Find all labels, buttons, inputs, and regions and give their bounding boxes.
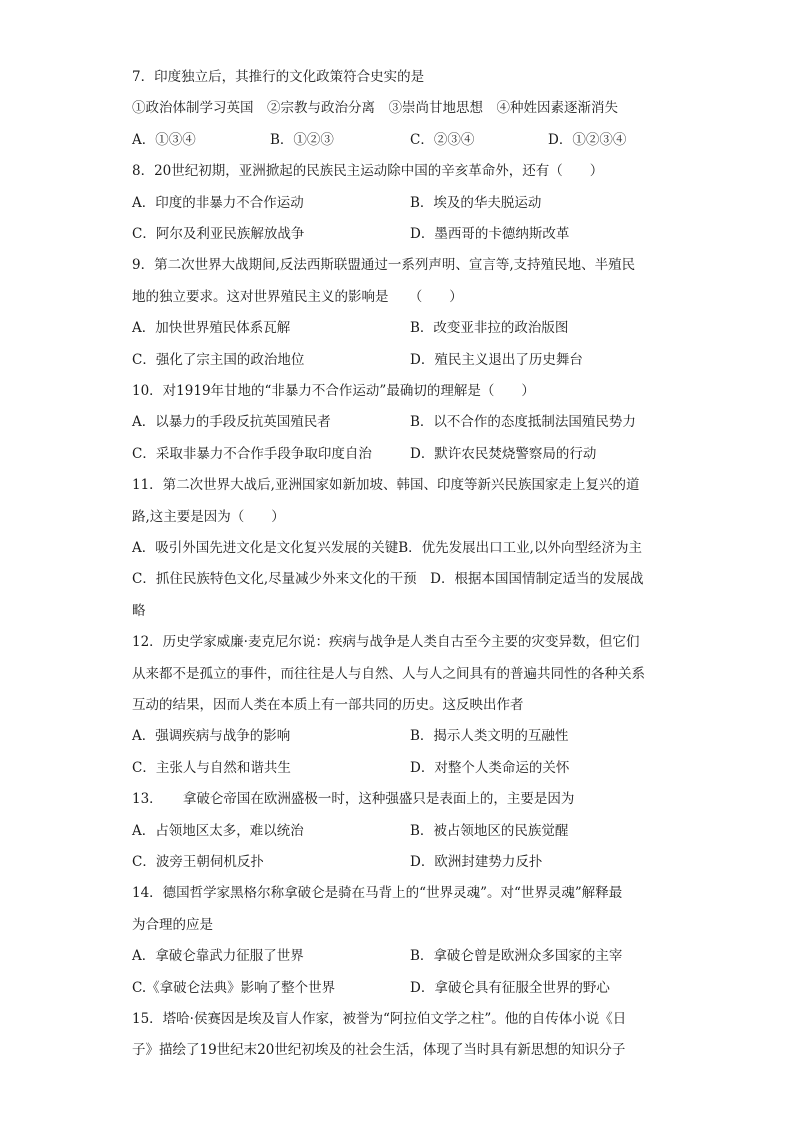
question-6-option-1: B．被占领地区的民族觉醒 [410,822,569,839]
question-1-option-1: B．埃及的华夫脱运动 [410,194,542,211]
question-3-option-3: D．默许农民焚烧警察局的行动 [410,445,597,462]
question-1-option-2: C．阿尔及利亚民族解放战争 [132,226,305,242]
question-4-line-0: 11．第二次世界大战后,亚洲国家如新加坡、韩国、印度等新兴民族国家走上复兴的道 [132,477,640,494]
question-5-line-1: 从来都不是孤立的事件，而往往是人与自然、人与人之间具有的普遍共同性的各种关系 [132,665,645,682]
question-1-line-0: 8．20世纪初期，亚洲掀起的民族民主运动除中国的辛亥革命外，还有（ ） [132,163,604,180]
question-7-line-1: 为合理的应是 [132,916,213,933]
question-7-option-0: A．拿破仑靠武力征服了世界 [132,948,304,965]
question-2-option-1: B．改变亚非拉的政治版图 [410,320,569,337]
question-7-option-3: D．拿破仑具有征服全世界的野心 [410,979,610,996]
question-2-option-0: A．加快世界殖民体系瓦解 [132,320,291,337]
question-6-option-0: A．占领地区太多，难以统治 [132,822,304,839]
question-6-option-3: D．欧洲封建势力反扑 [410,854,543,870]
question-5-line-0: 12．历史学家威廉·麦克尼尔说：疾病与战争是人类自古至今主要的灾变异数，但它们 [132,634,640,651]
question-5-option-3: D．对整个人类命运的关怀 [410,759,570,776]
question-4-line-2: A．吸引外国先进文化是文化复兴发展的关键B．优先发展出口工业,以外向型经济为主 [132,540,642,556]
question-2-option-2: C．强化了宗主国的政治地位 [132,351,305,368]
question-0-option-0: A．①③④ [132,131,196,148]
question-8-line-0: 15．塔哈·侯赛因是埃及盲人作家，被誉为“阿拉伯文学之柱”。他的自传体小说《日 [132,1011,627,1027]
question-5-line-2: 互动的结果，因而人类在本质上有一部共同的历史。这反映出作者 [132,697,524,713]
question-5-option-0: A．强调疾病与战争的影响 [132,728,291,745]
question-0-option-3: D．①②③④ [548,131,627,148]
question-0-line-0: 7．印度独立后，其推行的文化政策符合史实的是 [132,69,425,85]
question-0-line-1: ①政治体制学习英国 ②宗教与政治分离 ③崇尚甘地思想 ④种姓因素逐渐消失 [132,100,618,117]
question-4-line-4: 略 [132,602,146,619]
question-3-option-2: C．采取非暴力不合作手段争取印度自治 [132,445,372,462]
question-3-option-0: A．以暴力的手段反抗英国殖民者 [132,414,331,431]
question-0-option-1: B．①②③ [270,131,334,148]
question-3-option-1: B．以不合作的态度抵制法国殖民势力 [410,414,636,431]
question-6-line-0: 13． 拿破仑帝国在欧洲盛极一时，这种强盛只是表面上的，主要是因为 [132,791,575,808]
question-7-line-0: 14．德国哲学家黑格尔称拿破仑是骑在马背上的“世界灵魂”。对“世界灵魂”解释最 [132,885,623,902]
question-3-line-0: 10．对1919年甘地的“非暴力不合作运动”最确切的理解是（ ） [132,383,535,399]
question-7-option-1: B．拿破仑曾是欧洲众多国家的主宰 [410,948,623,965]
question-0-option-2: C．②③④ [410,131,475,148]
question-6-option-2: C．波旁王朝伺机反扑 [132,854,264,870]
question-2-line-0: 9．第二次世界大战期间,反法西斯联盟通过一系列声明、宣言等,支持殖民地、半殖民 [132,257,636,274]
question-8-line-1: 子》描绘了19世纪末20世纪初埃及的社会生活，体现了当时具有新思想的知识分子 [132,1042,626,1059]
question-7-option-2: C.《拿破仑法典》影响了整个世界 [132,979,336,996]
question-1-option-0: A．印度的非暴力不合作运动 [132,194,304,211]
question-5-option-1: B．揭示人类文明的互融性 [410,728,569,745]
question-4-line-1: 路,这主要是因为（ ） [132,508,285,525]
question-5-option-2: C．主张人与自然和谐共生 [132,759,291,776]
question-1-option-3: D．墨西哥的卡德纳斯改革 [410,226,570,242]
question-4-line-3: C．抓住民族特色文化,尽量减少外来文化的干预 D．根据本国国情制定适当的发展战 [132,571,644,588]
question-2-line-1: 地的独立要求。这对世界殖民主义的影响是 （ ） [132,288,463,305]
question-2-option-3: D．殖民主义退出了历史舞台 [410,351,583,368]
